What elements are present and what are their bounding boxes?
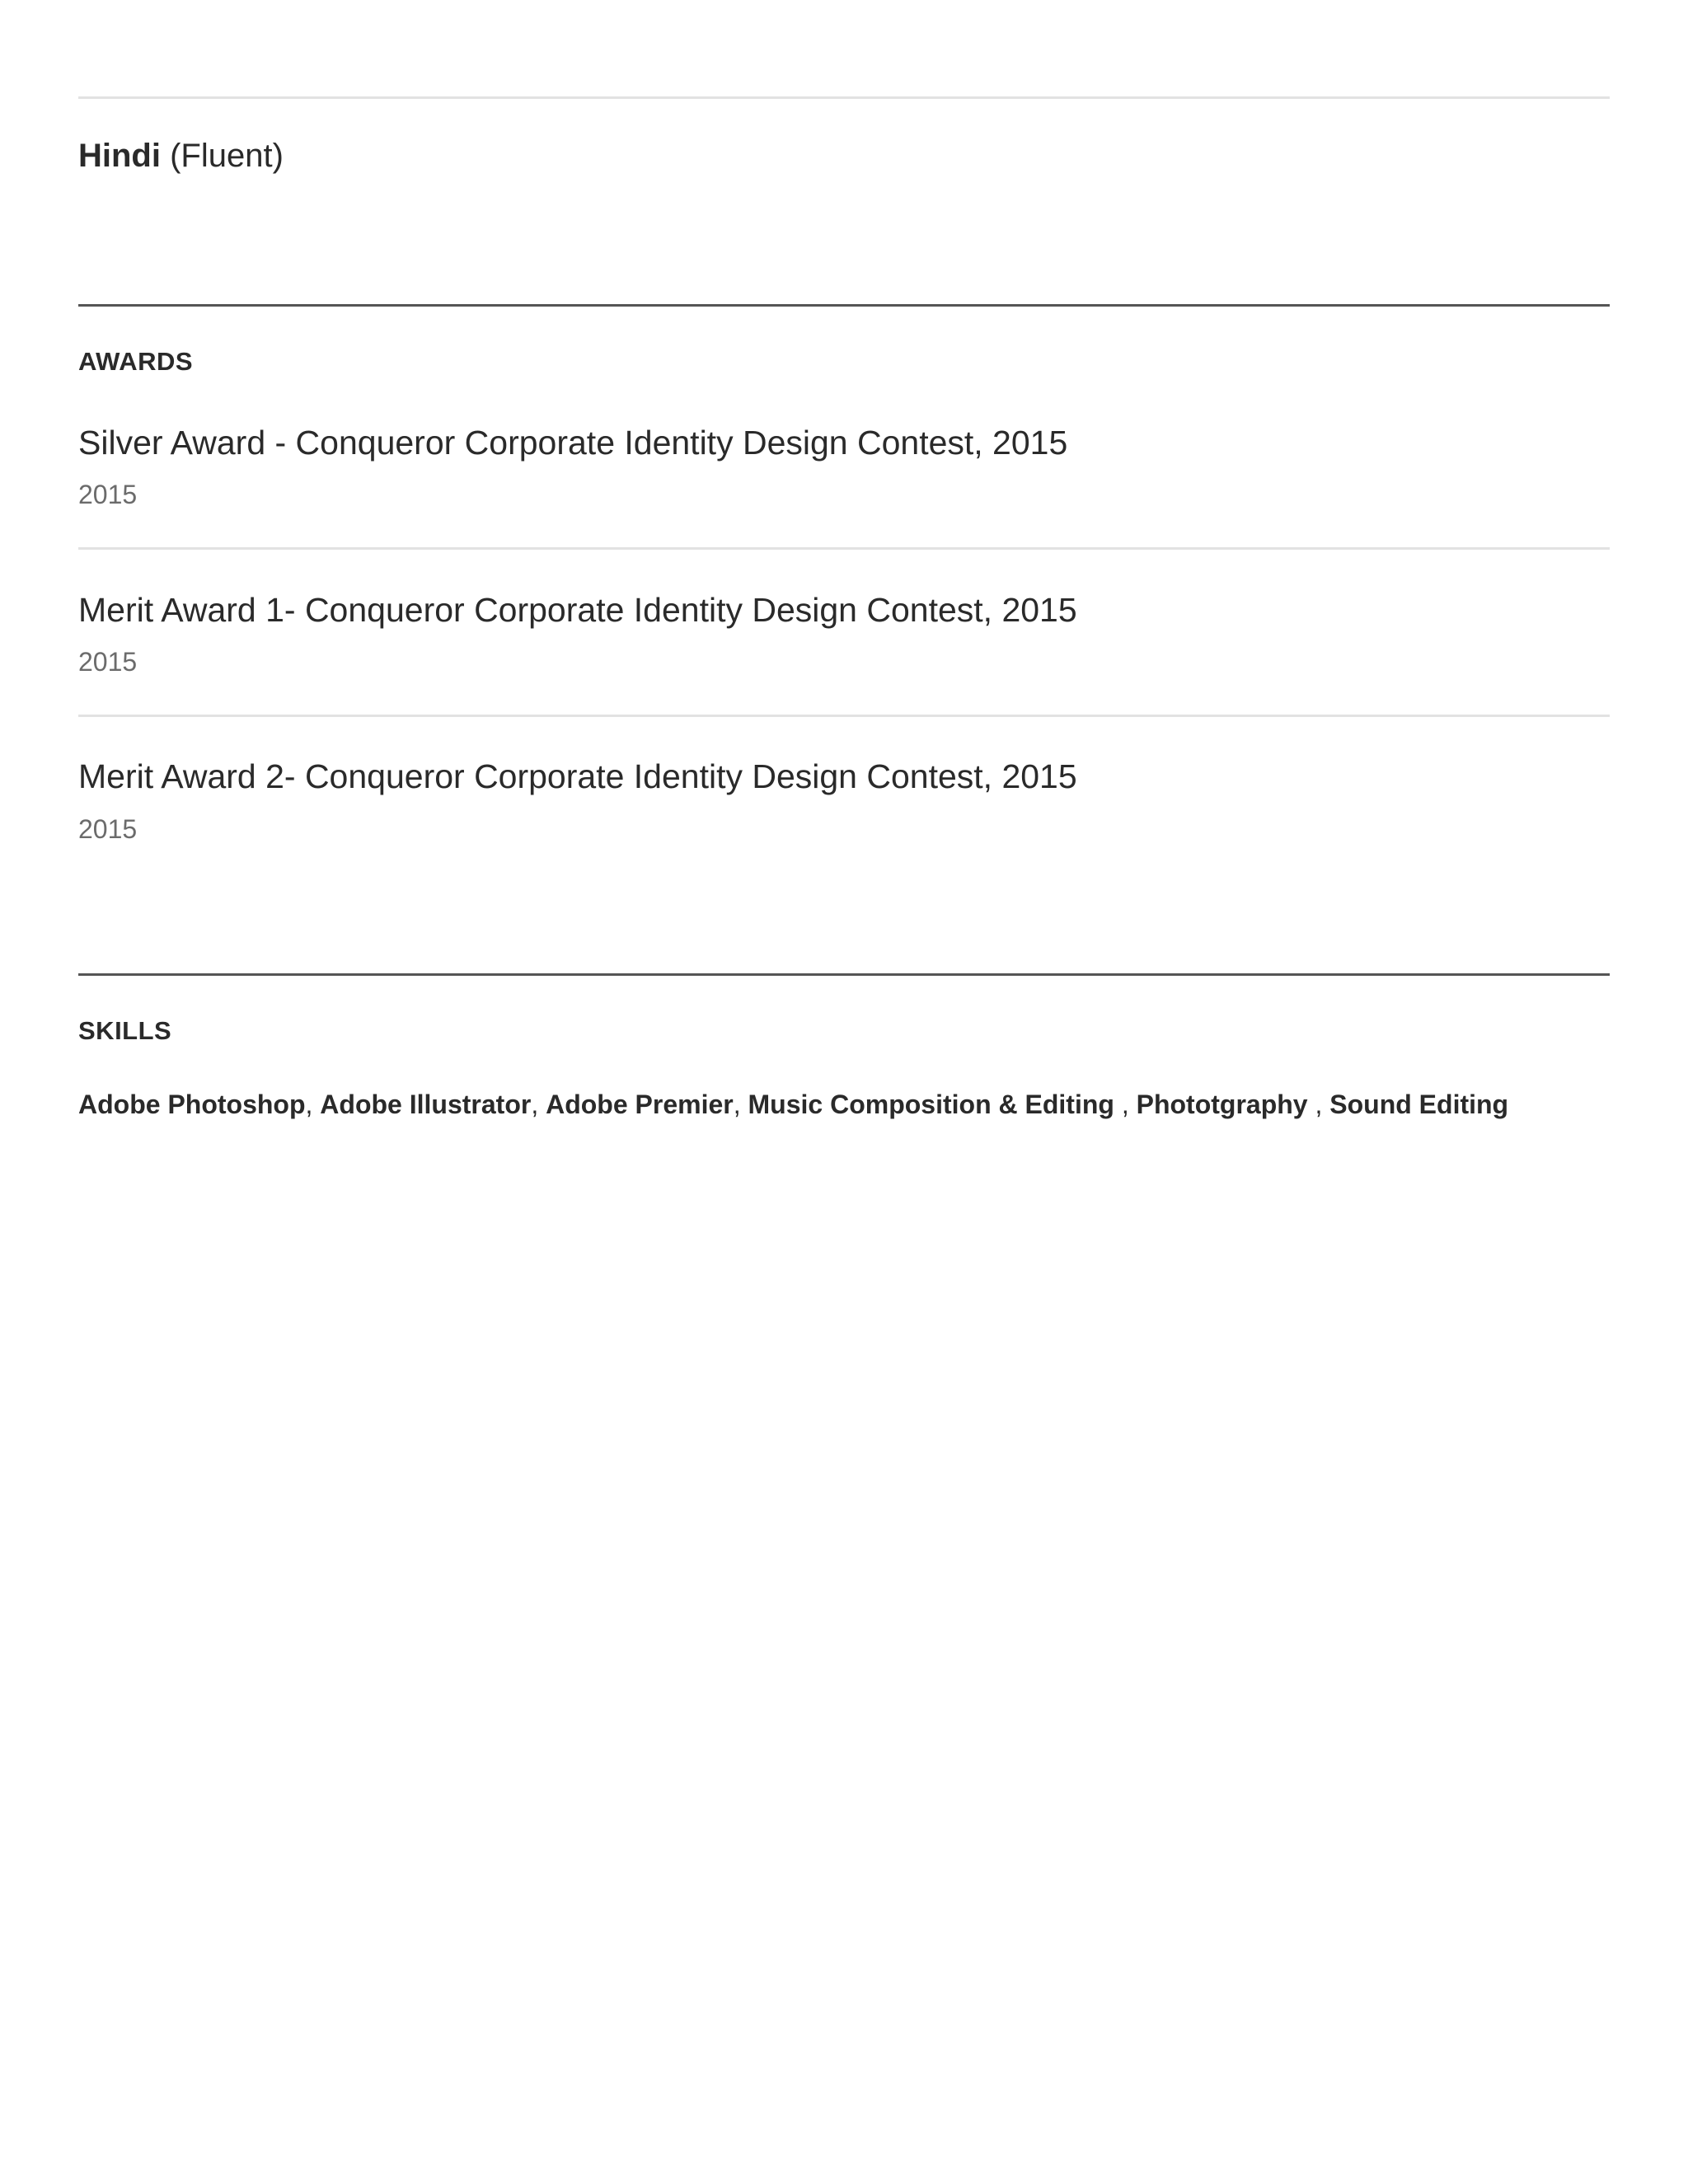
award-title: Silver Award - Conqueror Corporate Identity Design Contest, 2015 bbox=[78, 424, 1068, 462]
skill-item: Music Composition & Editing bbox=[748, 1090, 1114, 1119]
skills-heading: SKILLS bbox=[78, 1016, 172, 1045]
divider bbox=[78, 715, 1610, 717]
skills-list bbox=[78, 1087, 1508, 1122]
divider bbox=[78, 96, 1610, 99]
skill-separator: , bbox=[1114, 1090, 1137, 1119]
award-year: 2015 bbox=[78, 480, 138, 509]
award-title: Merit Award 1- Conqueror Corporate Identity Design Contest, 2015 bbox=[78, 591, 1077, 629]
skill-item: Phototgraphy bbox=[1136, 1090, 1308, 1119]
divider bbox=[78, 547, 1610, 550]
section-divider bbox=[78, 304, 1610, 307]
skill-item: Sound Editing bbox=[1329, 1090, 1509, 1119]
skill-separator: , bbox=[733, 1090, 748, 1119]
award-year: 2015 bbox=[78, 647, 138, 677]
skill-item: Adobe Illustrator bbox=[320, 1090, 532, 1119]
language-level: (Fluent) bbox=[170, 138, 284, 174]
skill-separator: , bbox=[531, 1090, 546, 1119]
awards-heading: AWARDS bbox=[78, 347, 194, 376]
skill-item: Adobe Premier bbox=[546, 1090, 734, 1119]
skill-separator: , bbox=[305, 1090, 321, 1119]
language-entry bbox=[78, 134, 284, 177]
award-title: Merit Award 2- Conqueror Corporate Identity Design Contest, 2015 bbox=[78, 757, 1077, 795]
award-year: 2015 bbox=[78, 814, 138, 844]
section-divider bbox=[78, 973, 1610, 976]
language-name: Hindi bbox=[78, 138, 161, 174]
skill-item: Adobe Photoshop bbox=[78, 1090, 306, 1119]
skill-separator: , bbox=[1307, 1090, 1330, 1119]
